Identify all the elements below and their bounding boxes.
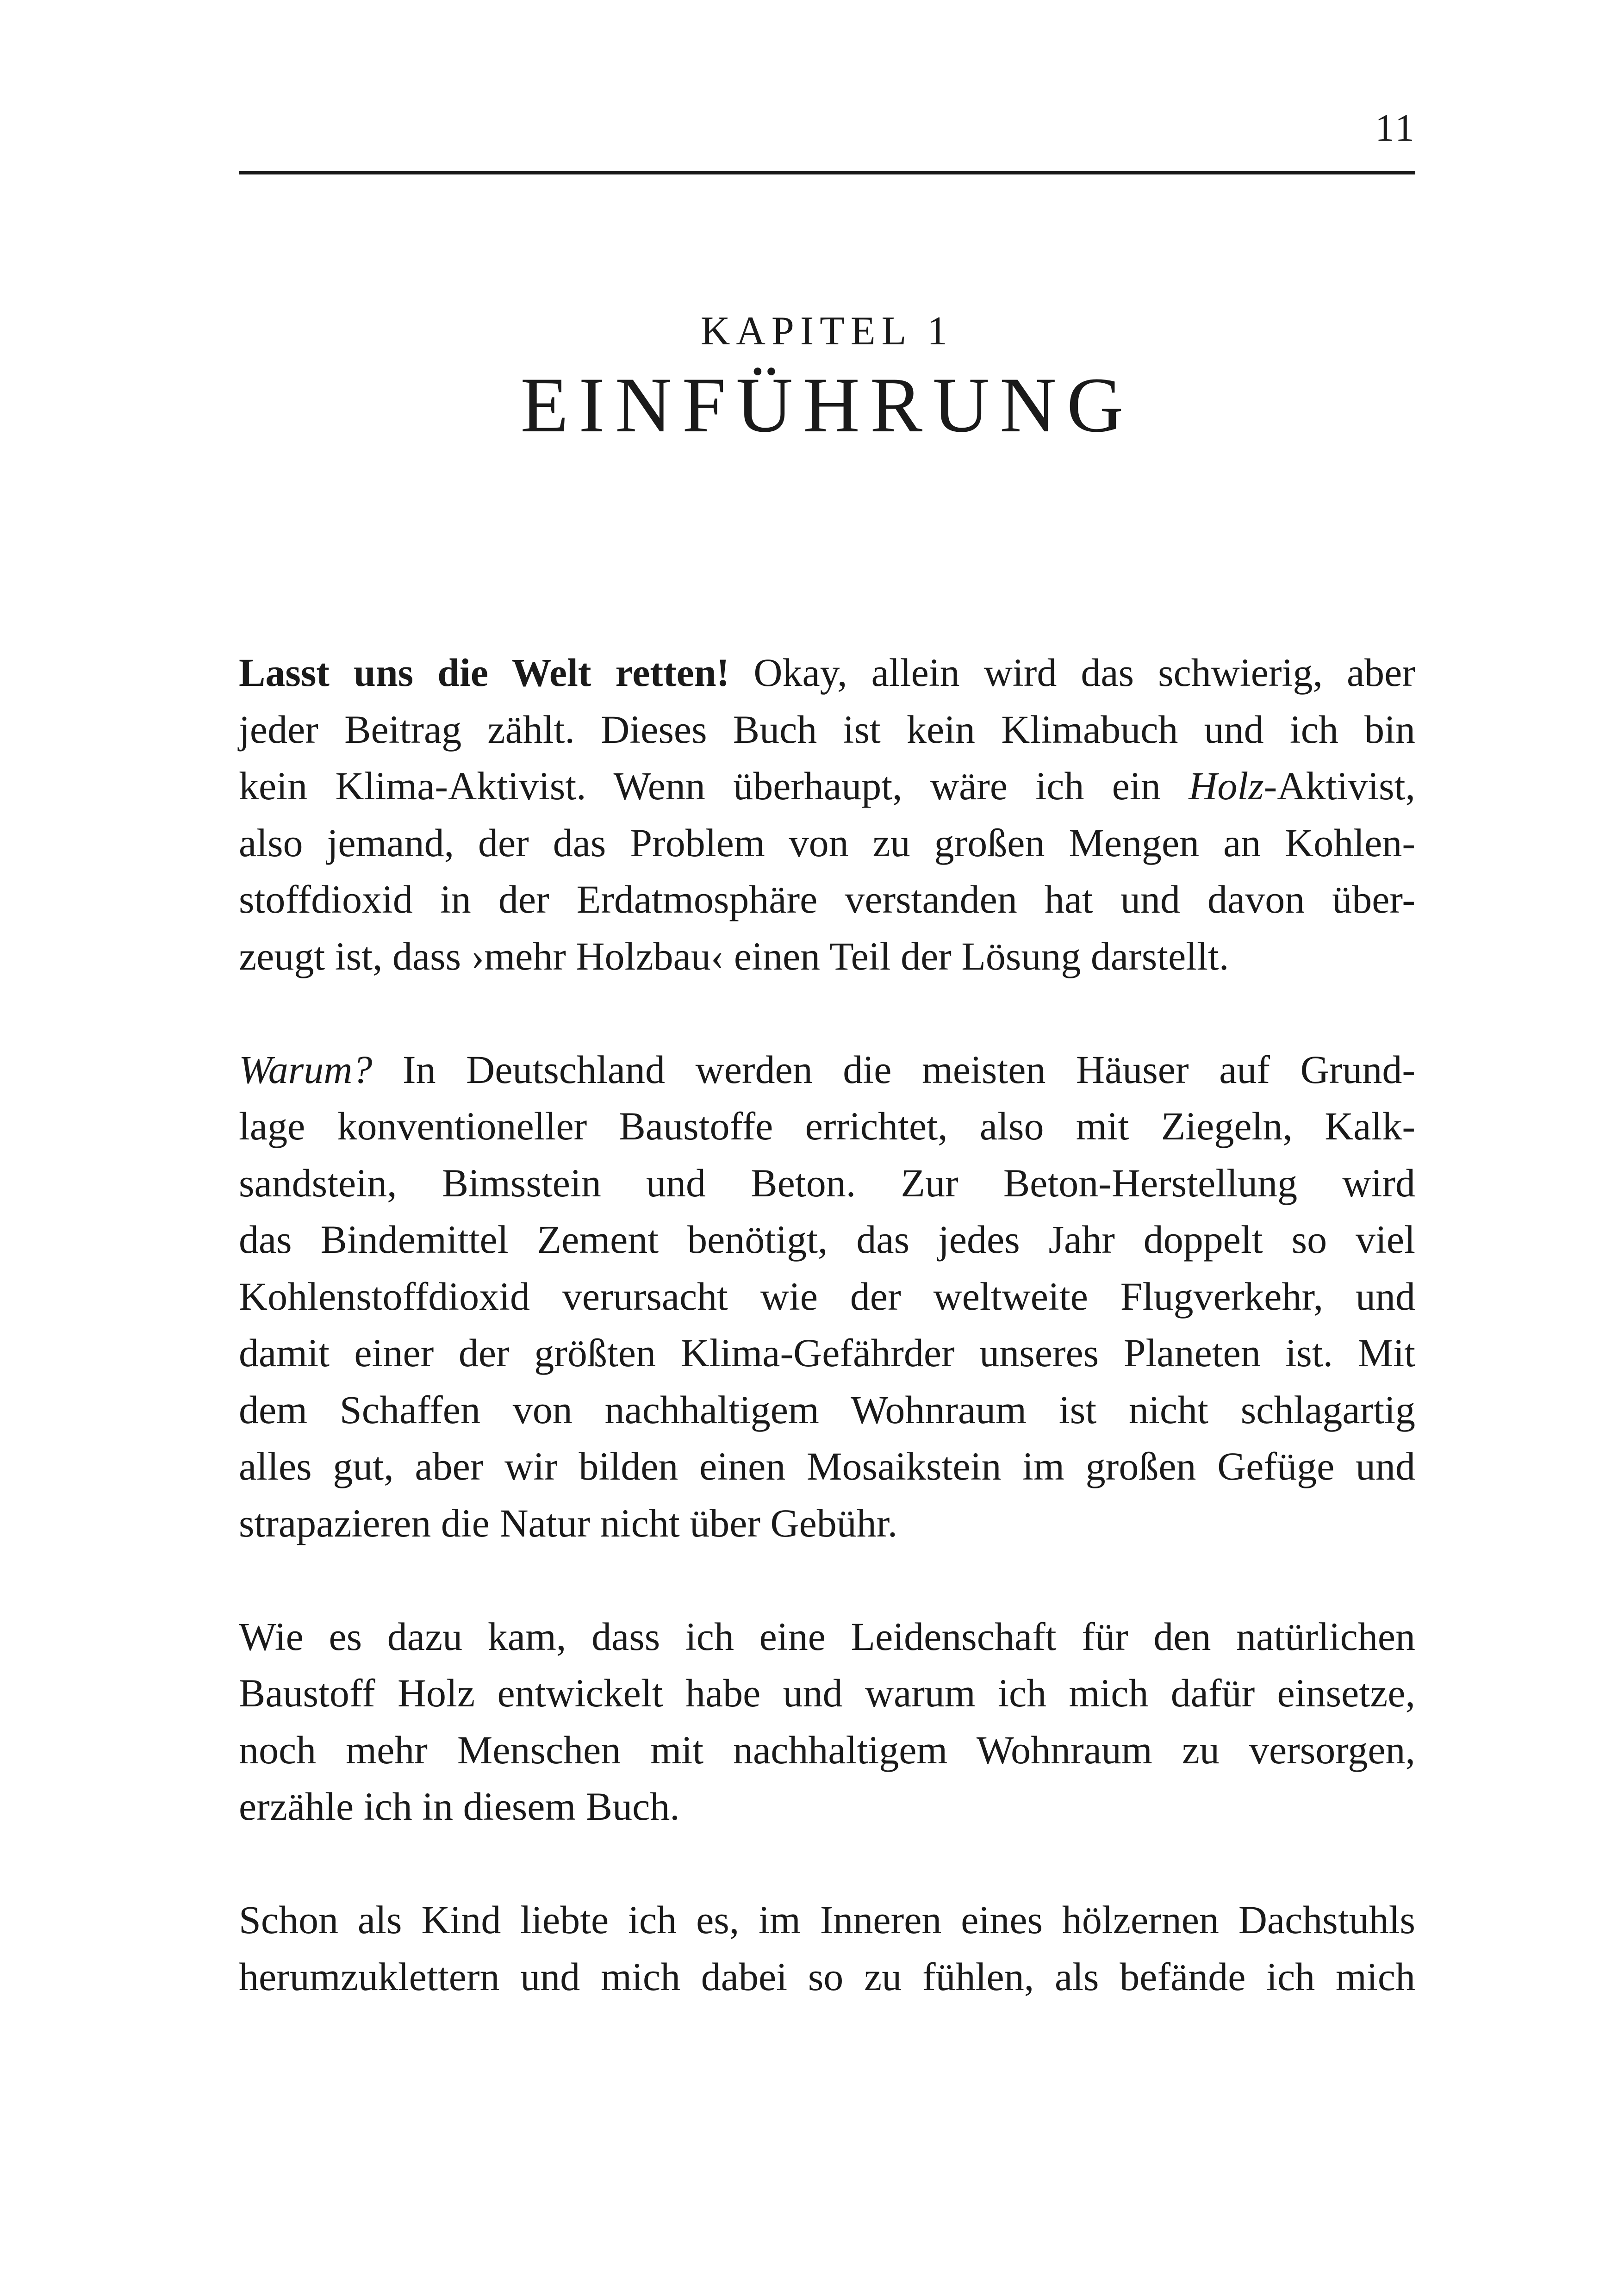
text-line	[239, 758, 1415, 815]
text-line: damit einer der größten Klima-Gefährder unseres Planeten ist. Mit	[239, 1331, 1415, 1375]
emphasis-word: Holz	[1189, 764, 1264, 808]
text-line: herumzuklettern und mich dabei so zu fühlen, als befände ich mich	[239, 1954, 1415, 1999]
text-line: stoffdioxid in der Erdatmosphäre verstanden hat und davon über-	[239, 877, 1415, 921]
text-line: sandstein, Bimsstein und Beton. Zur Beton-Herstellung wird	[239, 1160, 1415, 1205]
text-line: jeder Beitrag zählt. Dieses Buch ist kein Klimabuch und ich bin	[239, 707, 1415, 752]
text-line: also jemand, der das Problem von zu großen Mengen an Kohlen-	[239, 820, 1415, 865]
text-line	[239, 1041, 1415, 1098]
chapter-label: KAPITEL 1	[700, 309, 954, 354]
paragraph-3	[239, 1608, 1415, 1835]
emphasis-word: Warum?	[239, 1047, 373, 1092]
text-line: lage konventioneller Baustoffe errichtet, also mit Ziegeln, Kalk-	[239, 1104, 1415, 1148]
text-line: das Bindemittel Zement benötigt, das jedes Jahr doppelt so viel	[239, 1217, 1415, 1262]
text-span: kein Klima-Aktivist. Wenn überhaupt, wäre ich ein	[239, 764, 1189, 808]
paragraph-4	[239, 1892, 1415, 2005]
text-line: Wie es dazu kam, dass ich eine Leidenschaft für den natürlichen	[239, 1614, 1415, 1659]
chapter-title: EINFÜHRUNG	[520, 361, 1134, 448]
page-number: 11	[1375, 106, 1416, 149]
text-span: -Aktivist,	[1263, 764, 1415, 808]
text-line: dem Schaffen von nachhaltigem Wohnraum ist nicht schlagartig	[239, 1387, 1415, 1432]
text-line: alles gut, aber wir bilden einen Mosaikstein im großen Gefüge und	[239, 1444, 1415, 1488]
text-line: Kohlenstoffdioxid verursacht wie der weltweite Flugverkehr, und	[239, 1274, 1415, 1319]
text-line: Schon als Kind liebte ich es, im Inneren eines hölzernen Dachstuhls	[239, 1898, 1415, 1942]
paragraph-1	[239, 644, 1415, 984]
header-rule	[239, 171, 1415, 174]
text-line	[239, 644, 1415, 701]
text-line: Baustoff Holz entwickelt habe und warum ich mich dafür einsetze,	[239, 1671, 1415, 1715]
text-line: strapazieren die Natur nicht über Gebühr.	[239, 1500, 898, 1545]
text-line: noch mehr Menschen mit nachhaltigem Wohnraum zu versorgen,	[239, 1727, 1415, 1772]
text-span: In Deutschland werden die meisten Häuser auf Grund-	[372, 1047, 1415, 1092]
body-text	[239, 644, 1415, 2005]
text-span: Okay, allein wird das schwierig, aber	[729, 650, 1415, 695]
paragraph-2	[239, 1041, 1415, 1552]
text-line: erzähle ich in diesem Buch.	[239, 1784, 680, 1829]
text-line: zeugt ist, dass ›mehr Holzbau‹ einen Teil der Lösung darstellt.	[239, 933, 1229, 978]
lead-phrase: Lasst uns die Welt retten!	[239, 650, 730, 695]
